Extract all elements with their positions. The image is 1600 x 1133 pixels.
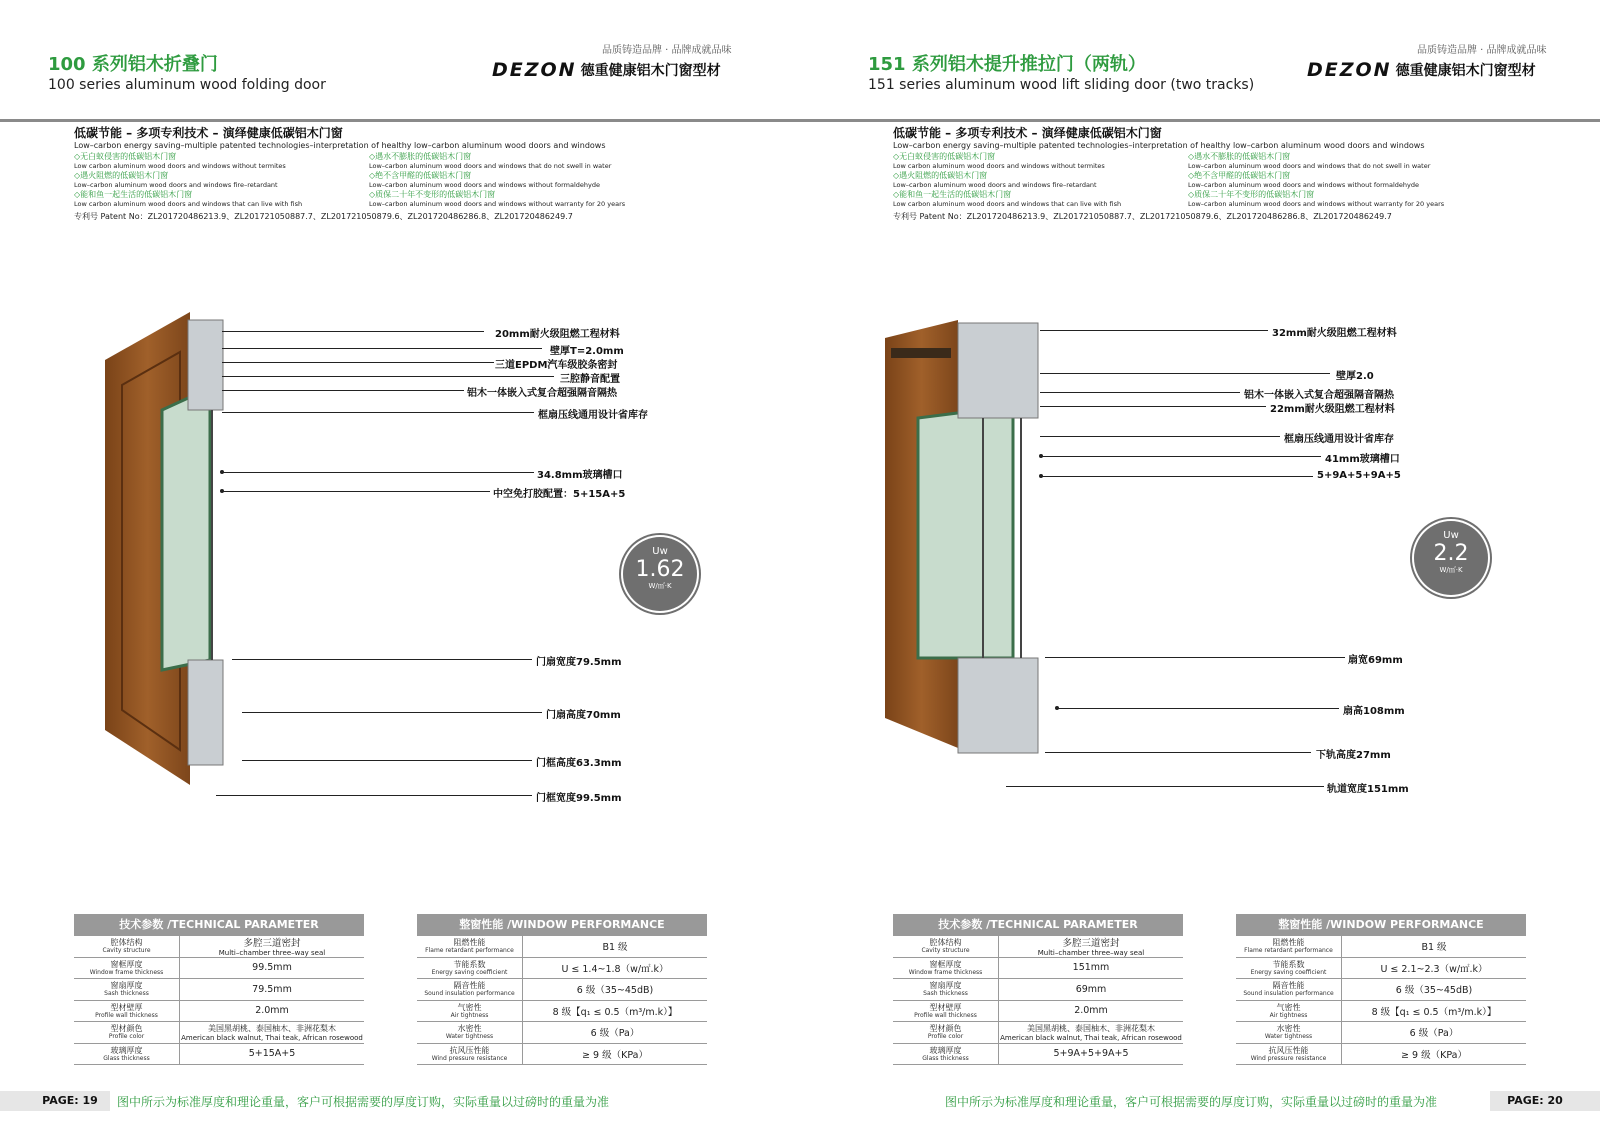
uw-unit: W/㎡·K	[1439, 566, 1463, 574]
intro-title: 低碳节能 – 多项专利技术 – 演绎健康低碳铝木门窗	[74, 126, 343, 140]
table-row	[74, 979, 364, 1001]
intro-title: 低碳节能 – 多项专利技术 – 演绎健康低碳铝木门窗	[893, 126, 1162, 140]
feature-cn: ◇绝不含甲醛的低碳铝木门窗	[369, 171, 472, 180]
row-value: 2.0mm	[255, 1005, 289, 1017]
table-header	[1236, 914, 1526, 936]
feature-item	[893, 171, 1188, 190]
row-value: 69mm	[1075, 983, 1107, 995]
feature-cn: ◇遇水不膨胀的低碳铝木门窗	[1188, 152, 1291, 161]
leader-line	[222, 491, 490, 492]
row-label-en: Sash thickness	[923, 990, 968, 998]
row-label-en: Flame retardant performance	[425, 947, 514, 955]
row-value: 多腔三道密封	[243, 938, 301, 950]
feature-item	[1188, 190, 1473, 209]
brand	[492, 59, 721, 81]
header-divider	[800, 119, 1600, 122]
feature-en: Low carbon aluminum wood doors and windows that can live with fish	[893, 200, 1122, 208]
table-row	[417, 1022, 707, 1044]
brand-logo: DEZON	[492, 59, 577, 81]
feature-en: Low–carbon aluminum wood doors and windows without warranty for 20 years	[1188, 200, 1445, 208]
row-label-cn: 气密性	[1276, 1002, 1301, 1012]
table-header-cn: 整窗性能	[1278, 918, 1323, 931]
callout-label: 5+9A+5+9A+5	[1317, 470, 1401, 481]
leader-line	[222, 390, 464, 391]
feature-cn: ◇无白蚁侵害的低碳铝木门窗	[893, 152, 996, 161]
callout-label: 20mm耐火级阻燃工程材料	[495, 329, 620, 340]
table-row	[1236, 1001, 1526, 1023]
callout-label: 扇高108mm	[1343, 706, 1405, 717]
row-label-cn: 型材壁厚	[929, 1002, 962, 1012]
callout-label: 扇宽69mm	[1348, 655, 1403, 666]
header-divider	[0, 119, 800, 122]
slogan: 品质铸造品牌 · 品牌成就品味	[1417, 45, 1547, 56]
row-value: 6 级（Pa）	[1409, 1028, 1459, 1040]
leader-line	[222, 472, 534, 473]
table-row	[893, 1001, 1183, 1023]
callout-label: 轨道宽度151mm	[1327, 784, 1409, 795]
row-label-cn: 阻燃性能	[453, 938, 486, 948]
row-label-en: Profile color	[108, 1033, 145, 1041]
row-value: 2.0mm	[1074, 1005, 1108, 1017]
table-row	[74, 1044, 364, 1066]
leader-line	[1041, 456, 1321, 457]
table-row	[1236, 1044, 1526, 1066]
table-header	[417, 914, 707, 936]
slogan: 品质铸造品牌 · 品牌成就品味	[602, 45, 732, 56]
feature-list	[74, 152, 654, 209]
table-header-en: /TECHNICAL PARAMETER	[167, 918, 319, 931]
row-label-cn: 型材壁厚	[110, 1002, 143, 1012]
table-row	[893, 1022, 1183, 1044]
uw-label: Uw	[1443, 530, 1459, 541]
row-value: 8 级【q₁ ≤ 0.5（m³/m.k）】	[1371, 1006, 1497, 1018]
technical-parameter-table	[74, 914, 364, 1065]
row-label-cn: 抗风压性能	[1268, 1045, 1309, 1055]
callout-label: 框扇压线通用设计省库存	[538, 410, 648, 421]
table-row	[417, 1044, 707, 1066]
page-number: PAGE: 20	[1505, 1091, 1565, 1111]
row-value-en: Multi–chamber three–way seal	[218, 949, 326, 958]
row-label-en: Cavity structure	[102, 947, 151, 955]
feature-cn: ◇遇火阻燃的低碳铝木门窗	[74, 171, 169, 180]
row-label-cn: 阻燃性能	[1272, 938, 1305, 948]
row-value-en: American black walnut, Thai teak, African rosewood	[181, 1033, 363, 1042]
uw-label: Uw	[652, 546, 668, 557]
row-value: 5+9A+5+9A+5	[1053, 1048, 1129, 1060]
uw-badge	[623, 537, 697, 611]
leader-line	[1040, 330, 1268, 331]
row-label-en: Flame retardant performance	[1244, 947, 1333, 955]
row-label-en: Energy saving coefficient	[1250, 968, 1327, 976]
intro	[74, 126, 654, 222]
feature-en: Low–carbon aluminum wood doors and windows without formaldehyde	[369, 181, 600, 189]
table-header-cn: 整窗性能	[459, 918, 504, 931]
row-label-en: Water tightness	[1264, 1033, 1313, 1041]
row-label-cn: 型材颜色	[929, 1024, 962, 1034]
feature-cn: ◇能和鱼一起生活的低碳铝木门窗	[74, 190, 193, 199]
brand-name: 德重健康铝木门窗型材	[1395, 63, 1536, 79]
row-label-en: Sound insulation performance	[424, 990, 515, 998]
footer-note: 图中所示为标准厚度和理论重量，客户可根据需要的厚度订购，实际重量以过磅时的重量为准	[945, 1095, 1438, 1109]
row-label-cn: 隔音性能	[1272, 981, 1305, 991]
row-label-en: Wind pressure resistance	[1250, 1054, 1327, 1062]
table-header-en: /WINDOW PERFORMANCE	[1326, 918, 1484, 931]
table-row	[1236, 958, 1526, 980]
leader-line	[1045, 752, 1311, 753]
page-number: PAGE: 19	[40, 1091, 100, 1111]
table-row	[417, 1001, 707, 1023]
table-header-cn: 技术参数	[938, 918, 983, 931]
table-row	[1236, 1022, 1526, 1044]
row-label-cn: 窗扇厚度	[929, 981, 962, 991]
table-row	[893, 936, 1183, 958]
window-performance-table	[417, 914, 707, 1065]
feature-en: Low carbon aluminum wood doors and windows that can live with fish	[74, 200, 303, 208]
leader-line	[1057, 708, 1339, 709]
row-value: B1 级	[1421, 942, 1447, 954]
feature-en: Low–carbon aluminum wood doors and windows without formaldehyde	[1188, 181, 1419, 189]
callout-label: 框扇压线通用设计省库存	[1284, 434, 1394, 445]
footer-note: 图中所示为标准厚度和理论重量，客户可根据需要的厚度订购，实际重量以过磅时的重量为准	[117, 1095, 610, 1109]
glass-pane	[918, 406, 1013, 658]
uw-value: 2.2	[1433, 541, 1469, 566]
feature-item	[74, 190, 369, 209]
profile-illustration	[100, 310, 240, 800]
uw-badge	[1414, 521, 1488, 595]
callout-label: 三腔静音配置	[560, 374, 620, 385]
page-title: 151 系列铝木提升推拉门（两轨）	[868, 54, 1146, 75]
callout-label: 壁厚2.0	[1336, 371, 1374, 382]
uw-value: 1.62	[635, 557, 685, 582]
row-label-en: Energy saving coefficient	[431, 968, 508, 976]
row-label-cn: 玻璃厚度	[929, 1045, 962, 1055]
callout-label: 铝木一体嵌入式复合超强隔音隔热	[1244, 390, 1394, 401]
row-label-en: Window frame thickness	[89, 968, 164, 976]
leader-line	[242, 712, 542, 713]
feature-item	[1188, 152, 1473, 171]
row-label-cn: 腔体结构	[929, 938, 962, 948]
callout-label: 壁厚T=2.0mm	[550, 346, 624, 357]
callout-label: 铝木一体嵌入式复合超强隔音隔热	[467, 388, 617, 399]
row-value: 151mm	[1072, 962, 1110, 974]
table-header	[74, 914, 364, 936]
table-row	[74, 1001, 364, 1023]
feature-item	[74, 152, 369, 171]
callout-label: 门扇宽度79.5mm	[536, 657, 622, 668]
leader-line	[222, 362, 494, 363]
leader-line	[222, 331, 484, 332]
feature-en: Low–carbon aluminum wood doors and windows fire–retardant	[893, 181, 1097, 189]
feature-en: Low–carbon aluminum wood doors and windows without warranty for 20 years	[369, 200, 626, 208]
feature-list	[893, 152, 1473, 209]
brand	[1307, 59, 1536, 81]
top-handle-groove	[891, 348, 951, 358]
row-label-en: Water tightness	[445, 1033, 494, 1041]
table-row	[74, 958, 364, 980]
row-label-en: Glass thickness	[103, 1054, 150, 1062]
row-value: 美国黑胡桃、泰国柚木、非洲花梨木	[208, 1023, 336, 1033]
patent-numbers: 专利号 Patent No：ZL201720486213.9、ZL201721050887.7、ZL201721050879.6、ZL201720486286.8、ZL201720486249.7	[893, 212, 1392, 221]
row-label-cn: 节能系数	[453, 959, 486, 969]
row-value: 8 级【q₁ ≤ 0.5（m³/m.k）】	[552, 1006, 678, 1018]
feature-item	[893, 152, 1188, 171]
brand-logo: DEZON	[1307, 59, 1392, 81]
table-row	[893, 958, 1183, 980]
row-value-en: Multi–chamber three–way seal	[1037, 949, 1145, 958]
feature-cn: ◇能和鱼一起生活的低碳铝木门窗	[893, 190, 1012, 199]
page-subtitle: 100 series aluminum wood folding door	[48, 77, 326, 93]
row-value: 79.5mm	[252, 983, 292, 995]
row-label-en: Window frame thickness	[908, 968, 983, 976]
feature-item	[369, 152, 654, 171]
feature-en: Low–carbon aluminum wood doors and windows that do not swell in water	[369, 162, 612, 170]
feature-item	[369, 190, 654, 209]
uw-unit: W/㎡·K	[648, 582, 672, 590]
row-label-en: Sash thickness	[104, 990, 149, 998]
row-value: 6 级（35~45dB)	[576, 985, 654, 997]
leader-line	[1041, 476, 1313, 477]
aluminum-top-profile	[188, 320, 223, 410]
row-label-cn: 型材颜色	[110, 1024, 143, 1034]
feature-item	[74, 171, 369, 190]
row-label-en: Profile wall thickness	[914, 1011, 977, 1019]
aluminum-top-profile	[958, 323, 1038, 418]
feature-en: Low carbon aluminum wood doors and windows without termites	[893, 162, 1105, 170]
table-row	[74, 1022, 364, 1044]
callout-label: 门框宽度99.5mm	[536, 793, 622, 804]
table-row	[1236, 979, 1526, 1001]
row-value: U ≤ 2.1~2.3（w/㎡.k）	[1380, 963, 1488, 975]
leader-line	[232, 659, 532, 660]
table-header-en: /WINDOW PERFORMANCE	[507, 918, 665, 931]
callout-label: 下轨高度27mm	[1316, 750, 1391, 761]
feature-item	[1188, 171, 1473, 190]
feature-en: Low carbon aluminum wood doors and windows without termites	[74, 162, 286, 170]
feature-cn: ◇绝不含甲醛的低碳铝木门窗	[1188, 171, 1291, 180]
intro	[893, 126, 1473, 222]
table-header-en: /TECHNICAL PARAMETER	[986, 918, 1138, 931]
feature-cn: ◇遇水不膨胀的低碳铝木门窗	[369, 152, 472, 161]
leader-line	[222, 348, 542, 349]
row-value: 99.5mm	[252, 962, 292, 974]
callout-label: 41mm玻璃槽口	[1325, 454, 1400, 465]
table-header	[893, 914, 1183, 936]
feature-item	[893, 190, 1188, 209]
table-row	[893, 979, 1183, 1001]
table-row	[417, 979, 707, 1001]
row-label-cn: 节能系数	[1272, 959, 1305, 969]
aluminum-bottom-profile	[188, 660, 223, 765]
row-label-cn: 窗框厚度	[929, 959, 962, 969]
row-label-en: Cavity structure	[921, 947, 970, 955]
right-page	[800, 0, 1600, 1133]
leader-line	[1045, 657, 1345, 658]
profile-illustration	[883, 318, 1048, 768]
leader-line	[242, 760, 532, 761]
row-value: 6 级（35~45dB)	[1395, 985, 1473, 997]
row-label-en: Wind pressure resistance	[431, 1054, 508, 1062]
callout-label: 中空免打胶配置：5+15A+5	[493, 489, 626, 500]
intro-subtitle: Low–carbon energy saving–multiple patented technologies–interpretation of healthy low–carbon aluminum wood doors and windows	[893, 141, 1425, 150]
row-value: U ≤ 1.4~1.8（w/㎡.k）	[561, 963, 669, 975]
callout-label: 22mm耐火级阻燃工程材料	[1270, 404, 1395, 415]
feature-cn: ◇质保二十年不变形的低碳铝木门窗	[369, 190, 496, 199]
row-value: B1 级	[602, 942, 628, 954]
row-value: 多腔三道密封	[1062, 938, 1120, 950]
leader-line	[216, 795, 532, 796]
callout-label: 门扇高度70mm	[546, 710, 621, 721]
row-label-cn: 窗框厚度	[110, 959, 143, 969]
leader-line	[222, 376, 554, 377]
callout-label: 32mm耐火级阻燃工程材料	[1272, 328, 1397, 339]
glass-pane	[162, 388, 210, 670]
row-label-en: Sound insulation performance	[1243, 990, 1334, 998]
feature-en: Low–carbon aluminum wood doors and windows fire–retardant	[74, 181, 278, 189]
row-value: ≥ 9 级（KPa）	[1401, 1049, 1467, 1061]
aluminum-bottom-profile	[958, 658, 1038, 753]
row-label-en: Profile wall thickness	[95, 1011, 158, 1019]
technical-parameter-table	[893, 914, 1183, 1065]
page-title: 100 系列铝木折叠门	[48, 54, 218, 75]
feature-item	[369, 171, 654, 190]
row-label-en: Glass thickness	[922, 1054, 969, 1062]
window-performance-table	[1236, 914, 1526, 1065]
table-row	[417, 936, 707, 958]
leader-line	[1040, 436, 1280, 437]
feature-cn: ◇遇火阻燃的低碳铝木门窗	[893, 171, 988, 180]
callout-label: 34.8mm玻璃槽口	[537, 470, 623, 481]
leader-line	[222, 412, 534, 413]
row-value: 6 级（Pa）	[590, 1028, 640, 1040]
intro-subtitle: Low–carbon energy saving–multiple patented technologies–interpretation of healthy low–carbon aluminum wood doors and windows	[74, 141, 606, 150]
patent-numbers: 专利号 Patent No：ZL201720486213.9、ZL201721050887.7、ZL201721050879.6、ZL201720486286.8、ZL201720486249.7	[74, 212, 573, 221]
row-value: 美国黑胡桃、泰国柚木、非洲花梨木	[1027, 1023, 1155, 1033]
table-row	[417, 958, 707, 980]
row-label-cn: 腔体结构	[110, 938, 143, 948]
row-label-cn: 抗风压性能	[449, 1045, 490, 1055]
table-header-cn: 技术参数	[119, 918, 164, 931]
row-label-en: Air tightness	[1269, 1011, 1308, 1019]
row-value-en: American black walnut, Thai teak, African rosewood	[1000, 1033, 1182, 1042]
leader-line	[1040, 392, 1240, 393]
feature-cn: ◇质保二十年不变形的低碳铝木门窗	[1188, 190, 1315, 199]
feature-cn: ◇无白蚁侵害的低碳铝木门窗	[74, 152, 177, 161]
row-label-cn: 水密性	[1276, 1024, 1301, 1034]
row-label-cn: 气密性	[457, 1002, 482, 1012]
callout-label: 门框高度63.3mm	[536, 758, 622, 769]
leader-line	[1040, 406, 1266, 407]
feature-en: Low–carbon aluminum wood doors and windows that do not swell in water	[1188, 162, 1431, 170]
page-subtitle: 151 series aluminum wood lift sliding door (two tracks)	[868, 77, 1255, 93]
row-label-en: Profile color	[927, 1033, 964, 1041]
row-label-cn: 隔音性能	[453, 981, 486, 991]
row-label-en: Air tightness	[450, 1011, 489, 1019]
callout-label: 三道EPDM汽车级胶条密封	[495, 360, 618, 371]
row-label-cn: 窗扇厚度	[110, 981, 143, 991]
table-row	[74, 936, 364, 958]
leader-line	[1006, 786, 1324, 787]
row-value: 5+15A+5	[248, 1048, 296, 1060]
row-label-cn: 玻璃厚度	[110, 1045, 143, 1055]
row-label-cn: 水密性	[457, 1024, 482, 1034]
row-value: ≥ 9 级（KPa）	[582, 1049, 648, 1061]
brand-name: 德重健康铝木门窗型材	[580, 63, 721, 79]
table-row	[1236, 936, 1526, 958]
table-row	[893, 1044, 1183, 1066]
leader-line	[1040, 373, 1330, 374]
